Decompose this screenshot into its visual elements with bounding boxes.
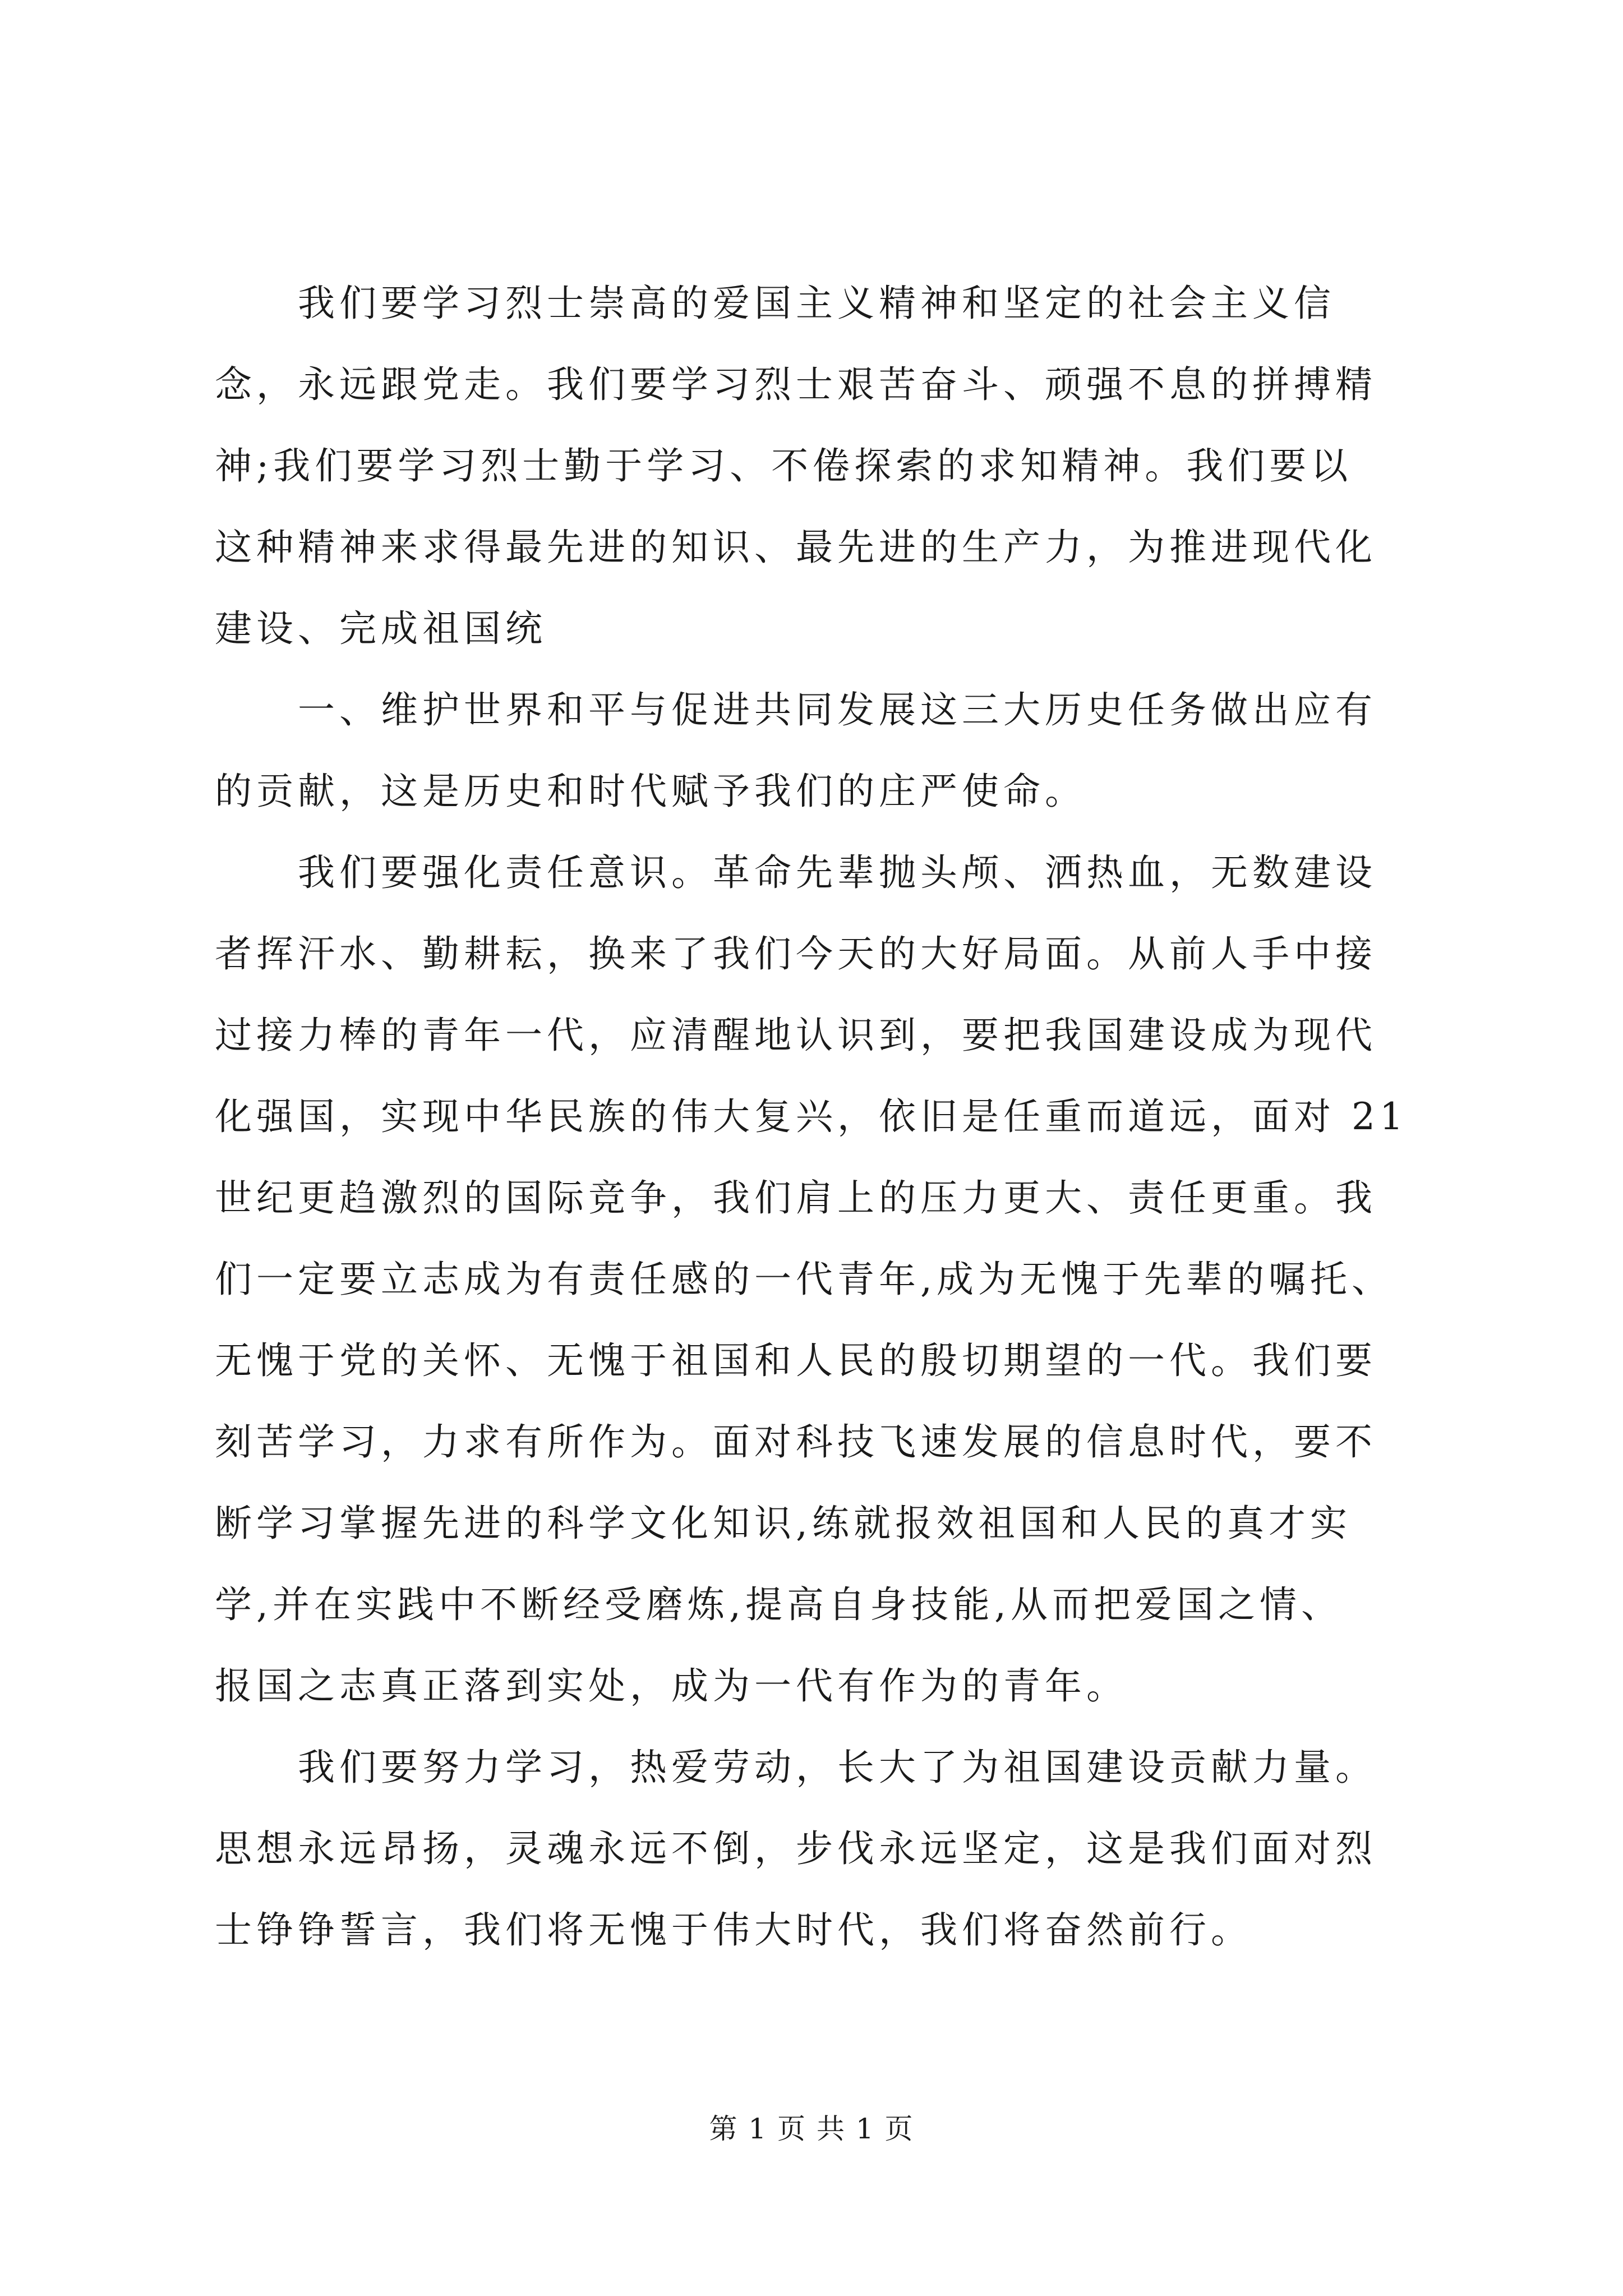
page-number-footer: 第 1 页 共 1 页 [709,2113,914,2145]
paragraph-3 [215,832,1415,1727]
paragraph-line: 建设、完成祖国统 [215,607,547,650]
paragraph-line: 学,并在实践中不断经受磨炼,提高自身技能,从而把爱国之情、 [215,1583,1343,1626]
paragraph-line: 的贡献，这是历史和时代赋予我们的庄严使命。 [215,770,1086,813]
paragraph-line: 们一定要立志成为有责任感的一代青年,成为无愧于先辈的嘱托、 [215,1258,1393,1301]
paragraph-line: 神;我们要学习烈士勤于学习、不倦探索的求知精神。我们要以 [215,444,1353,487]
paragraph-line: 我们要强化责任意识。革命先辈抛头颅、洒热血，无数建设 [298,851,1377,894]
paragraph-line: 报国之志真正落到实处，成为一代有作为的青年。 [215,1664,1128,1708]
paragraph-line: 断学习掌握先进的科学文化知识,练就报效祖国和人民的真才实 [215,1502,1352,1545]
paragraph-line: 念，永远跟党走。我们要学习烈士艰苦奋斗、顽强不息的拼搏精 [215,363,1377,406]
paragraph-line: 一、维护世界和平与促进共同发展这三大历史任务做出应有 [298,688,1377,731]
paragraph-line: 思想永远昂扬，灵魂永远不倒，步伐永远坚定，这是我们面对烈 [215,1827,1377,1870]
paragraph-line: 士铮铮誓言，我们将无愧于伟大时代，我们将奋然前行。 [215,1908,1252,1952]
paragraph-line: 这种精神来求得最先进的知识、最先进的生产力，为推进现代化 [215,526,1377,569]
paragraph-line: 我们要努力学习，热爱劳动，长大了为祖国建设贡献力量。 [298,1746,1377,1789]
paragraph-line: 世纪更趋激烈的国际竞争，我们肩上的压力更大、责任更重。我 [215,1176,1377,1220]
paragraph-4 [215,1727,1415,1971]
paragraph-2 [215,669,1415,832]
paragraph-line: 过接力棒的青年一代，应清醒地认识到，要把我国建设成为现代 [215,1014,1377,1057]
paragraph-line: 无愧于党的关怀、无愧于祖国和人民的殷切期望的一代。我们要 [215,1339,1377,1382]
paragraph-1 [215,263,1415,669]
paragraph-line: 我们要学习烈士崇高的爱国主义精神和坚定的社会主义信 [298,282,1335,325]
document-body [215,263,1415,1971]
paragraph-line: 者挥汗水、勤耕耘，换来了我们今天的大好局面。从前人手中接 [215,932,1377,976]
paragraph-line: 刻苦学习，力求有所作为。面对科技飞速发展的信息时代，要不 [215,1420,1377,1464]
paragraph-line: 化强国，实现中华民族的伟大复兴，依旧是任重而道远，面对 21 [215,1095,1408,1138]
